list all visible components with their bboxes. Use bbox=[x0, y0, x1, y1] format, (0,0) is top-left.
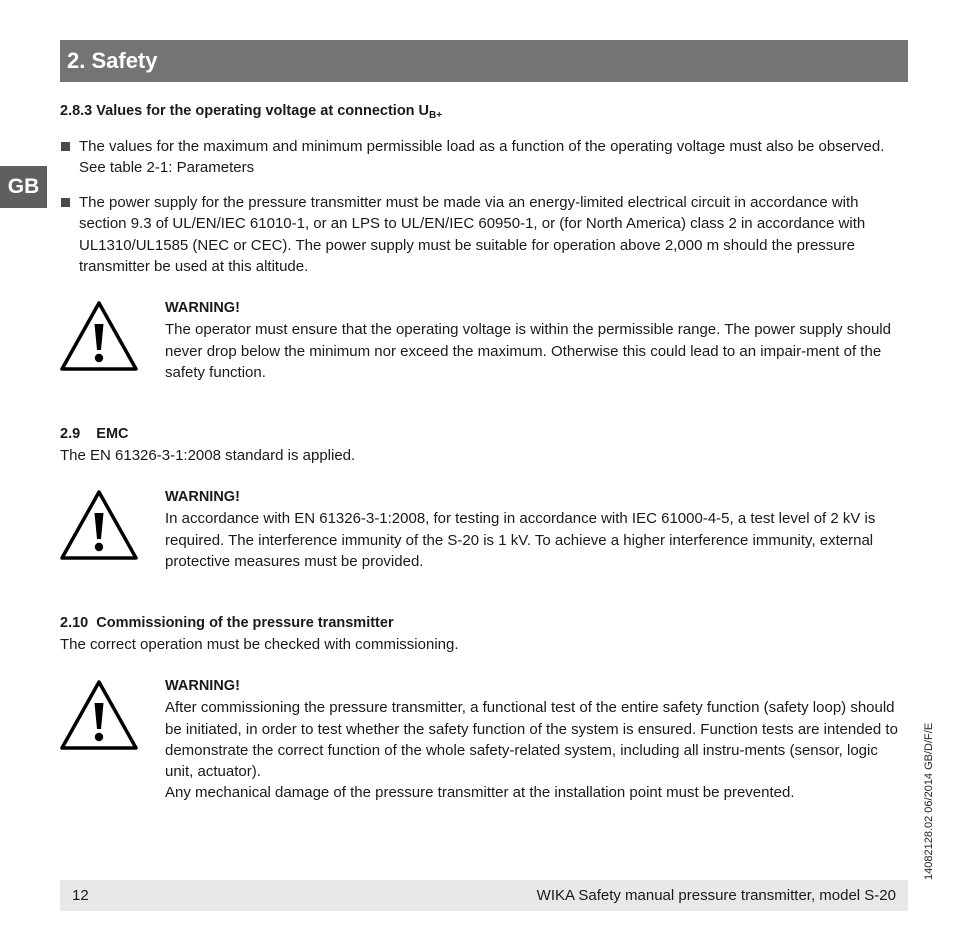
page-number: 12 bbox=[72, 887, 89, 904]
bullet-item-load bbox=[60, 136, 908, 179]
warning-text-mechanical: Any mechanical damage of the pressure transmitter at the installation point must be prevented. bbox=[165, 784, 795, 802]
heading-2-8-3-subscript: B+ bbox=[429, 110, 443, 121]
warning-block-emc bbox=[165, 487, 910, 572]
language-tab-label: GB bbox=[7, 175, 40, 198]
bullet-text: The values for the maximum and minimum permissible load as a function of the operating voltage must also be observed. See table 2-1: Parameters bbox=[79, 138, 885, 177]
warning-block-commissioning bbox=[165, 676, 910, 804]
warning-block-voltage bbox=[165, 298, 910, 383]
heading-2-8-3-text: 2.8.3 Values for the operating voltage at connection U bbox=[60, 103, 430, 119]
bullet-text: The power supply for the pressure transmitter must be made via an energy-limited electrical circuit in accordance with section 9.3 of UL/EN/IEC 61010-1, or an LPS to UL/EN/IEC 60950-1, or (for North America) class 2 in accordance with UL1310/UL1585 (NEC or CEC). The power supply must be suitable for operation above 2,000 m should the pressure transmitter be used at this altitude. bbox=[79, 194, 866, 275]
warning-title: WARNING! bbox=[165, 489, 240, 505]
document-code: 14082128.02 06/2014 GB/D/F/E bbox=[923, 722, 935, 880]
warning-triangle-icon bbox=[59, 300, 139, 372]
warning-title: WARNING! bbox=[165, 300, 240, 316]
warning-text: In accordance with EN 61326-3-1:2008, for testing in accordance with IEC 61000-4-5, a test level of 2 kV is required. The interference immunity of the S-20 is 1 kV. To achieve a higher interference immunity, external protective measures must be provided. bbox=[165, 510, 876, 570]
bullet-square-icon bbox=[61, 198, 70, 207]
heading-2-9: 2.9 EMC bbox=[60, 426, 129, 442]
warning-text: After commissioning the pressure transmitter, a functional test of the entire safety function (safety loop) should be initiated, in order to test whether the safety function of the system is ensured. Function tests are intended to demonstrate the correct function of the whole safety-related system, including all instru-ments (sensor, logic unit, actuator). bbox=[165, 699, 898, 781]
section-title-bar bbox=[60, 40, 908, 82]
page-footer bbox=[60, 880, 908, 911]
heading-2-8-3 bbox=[60, 101, 442, 122]
warning-title: WARNING! bbox=[165, 678, 240, 694]
footer-title: WIKA Safety manual pressure transmitter, model S-20 bbox=[536, 887, 896, 904]
heading-2-10: 2.10 Commissioning of the pressure transmitter bbox=[60, 615, 394, 631]
warning-text: The operator must ensure that the operating voltage is within the permissible range. The power supply should never drop below the minimum nor exceed the maximum. Otherwise this could lead to an impair-ment of the safety function. bbox=[165, 321, 891, 381]
section-title: 2. Safety bbox=[67, 48, 158, 73]
warning-triangle-icon bbox=[59, 489, 139, 561]
bullet-item-power-supply bbox=[60, 192, 908, 277]
commissioning-intro-text: The correct operation must be checked with commissioning. bbox=[60, 636, 459, 653]
warning-triangle-icon bbox=[59, 679, 139, 751]
language-tab bbox=[0, 166, 47, 208]
emc-intro-text: The EN 61326-3-1:2008 standard is applied. bbox=[60, 447, 356, 464]
bullet-square-icon bbox=[61, 142, 70, 151]
